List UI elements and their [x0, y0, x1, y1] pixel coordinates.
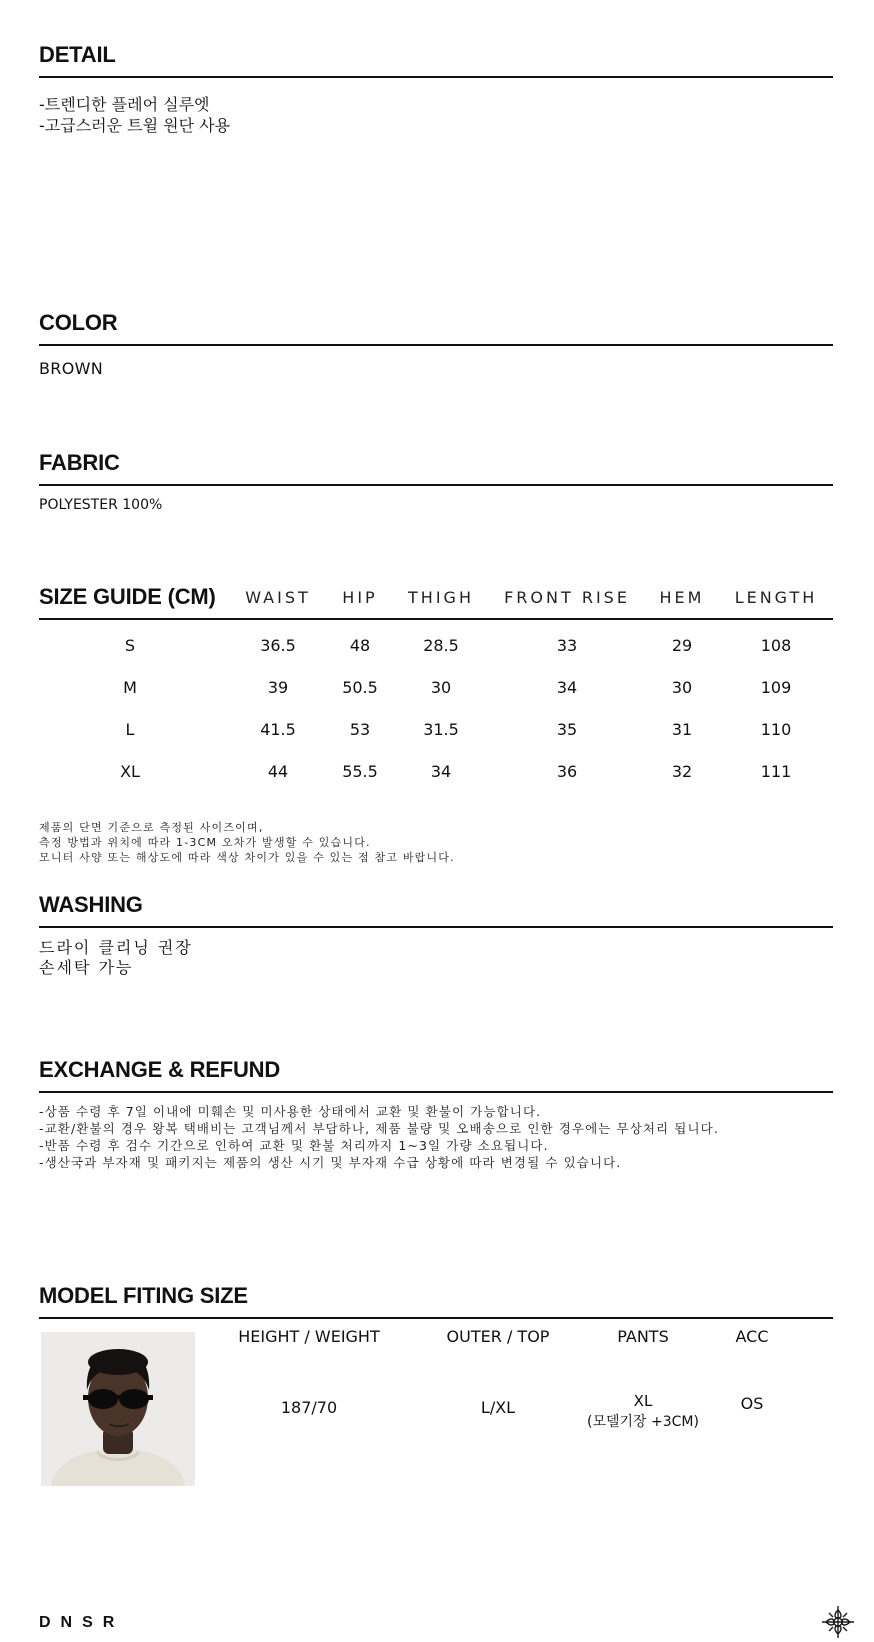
- model-pants-value: XL: [633, 1392, 653, 1410]
- fabric-value: POLYESTER 100%: [39, 497, 163, 513]
- size-note-1: 제품의 단면 기준으로 측정된 사이즈이며,: [39, 821, 264, 834]
- size-label: L: [125, 720, 135, 739]
- washing-heading: WASHING: [39, 892, 143, 917]
- model-outer-top-value: L/XL: [480, 1398, 516, 1417]
- size-cell: 111: [760, 762, 792, 781]
- size-cell: 35: [556, 720, 578, 739]
- washing-line-2: 손세탁 가능: [39, 958, 134, 977]
- exchange-line-3: -반품 수령 후 검수 기간으로 인하여 교환 및 환불 처리까지 1~3일 가량 소요됩니다.: [39, 1138, 549, 1153]
- size-col-thigh: THIGH: [408, 588, 474, 607]
- size-cell: 109: [760, 678, 792, 697]
- fabric-divider: [39, 484, 833, 486]
- exchange-line-2: -교환/환불의 경우 왕복 택배비는 고객님께서 부담하나, 제품 불량 및 오배송으로 인한 경우에는 무상처리 됩니다.: [39, 1121, 719, 1136]
- size-cell: 28.5: [423, 636, 459, 655]
- size-cell: 34: [430, 762, 452, 781]
- model-photo: [41, 1332, 195, 1486]
- color-divider: [39, 344, 833, 346]
- size-cell: 31: [671, 720, 693, 739]
- size-label: M: [123, 678, 137, 697]
- size-cell: 55.5: [342, 762, 378, 781]
- exchange-divider: [39, 1091, 833, 1093]
- model-height-weight-value: 187/70: [280, 1398, 338, 1417]
- model-acc-value: OS: [740, 1394, 764, 1413]
- size-label: S: [124, 636, 136, 655]
- size-cell: 36.5: [260, 636, 296, 655]
- size-cell: 36: [556, 762, 578, 781]
- washing-line-1: 드라이 클리닝 권장: [39, 938, 193, 957]
- size-cell: 29: [671, 636, 693, 655]
- model-col-height-weight: HEIGHT / WEIGHT: [238, 1327, 380, 1346]
- model-col-outer-top: OUTER / TOP: [446, 1327, 550, 1346]
- detail-divider: [39, 76, 833, 78]
- size-cell: 50.5: [342, 678, 378, 697]
- size-cell: 32: [671, 762, 693, 781]
- size-col-hip: HIP: [342, 588, 378, 607]
- compass-star-emblem-icon: [820, 1604, 856, 1640]
- brand-logo: DNSR: [39, 1614, 125, 1631]
- exchange-line-1: -상품 수령 후 7일 이내에 미훼손 및 미사용한 상태에서 교환 및 환불이 가능합니다.: [39, 1104, 542, 1119]
- model-portrait-icon: [41, 1332, 195, 1486]
- detail-line-1: -트렌디한 플레어 실루엣: [39, 95, 210, 114]
- size-note-2: 측정 방법과 위치에 따라 1-3CM 오차가 발생할 수 있습니다.: [39, 836, 371, 849]
- size-cell: 108: [760, 636, 792, 655]
- fabric-heading: FABRIC: [39, 450, 120, 475]
- color-value: BROWN: [39, 359, 103, 378]
- detail-line-2: -고급스러운 트윌 원단 사용: [39, 116, 231, 135]
- size-cell: 30: [671, 678, 693, 697]
- size-cell: 44: [267, 762, 289, 781]
- size-cell: 48: [349, 636, 371, 655]
- model-pants-note: (모델기장 +3CM): [587, 1414, 699, 1430]
- exchange-heading: EXCHANGE & REFUND: [39, 1057, 281, 1082]
- model-divider: [39, 1317, 833, 1319]
- size-note-3: 모니터 사양 또는 해상도에 따라 색상 차이가 있을 수 있는 점 참고 바랍니다.: [39, 851, 455, 864]
- size-col-waist: WAIST: [245, 588, 311, 607]
- size-guide-heading: SIZE GUIDE (CM): [39, 584, 216, 609]
- size-cell: 39: [267, 678, 289, 697]
- size-cell: 41.5: [260, 720, 296, 739]
- size-cell: 30: [430, 678, 452, 697]
- color-heading: COLOR: [39, 310, 118, 335]
- detail-heading: DETAIL: [39, 42, 116, 67]
- size-cell: 34: [556, 678, 578, 697]
- size-label: XL: [120, 762, 140, 781]
- size-cell: 110: [760, 720, 792, 739]
- size-col-hem: HEM: [659, 588, 705, 607]
- size-col-length: LENGTH: [734, 588, 818, 607]
- exchange-line-4: -생산국과 부자재 및 패키지는 제품의 생산 시기 및 부자재 수급 상황에 따라 변경될 수 있습니다.: [39, 1155, 622, 1170]
- model-col-pants: PANTS: [617, 1327, 669, 1346]
- washing-divider: [39, 926, 833, 928]
- size-cell: 33: [556, 636, 578, 655]
- size-col-front-rise: FRONT RISE: [504, 588, 630, 607]
- size-guide-divider: [39, 618, 833, 620]
- size-cell: 31.5: [423, 720, 459, 739]
- model-heading: MODEL FITING SIZE: [39, 1283, 248, 1308]
- model-col-acc: ACC: [735, 1327, 769, 1346]
- size-cell: 53: [349, 720, 371, 739]
